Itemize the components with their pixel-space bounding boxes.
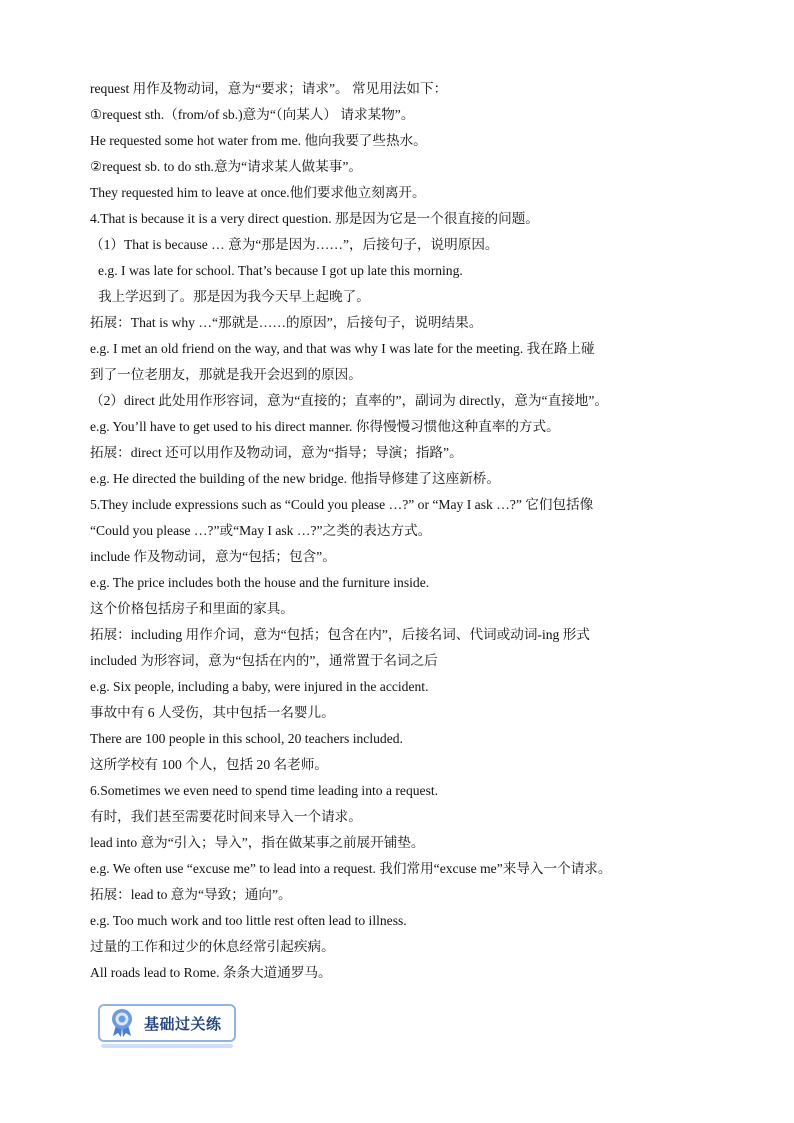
text-line: ②request sb. to do sth.意为“请求某人做某事”。 <box>90 159 362 174</box>
example-line: e.g. I was late for school. That’s because I got up late this morning. <box>98 263 463 278</box>
badge-label: 基础过关练 <box>144 1015 222 1033</box>
example-line: e.g. Six people, including a baby, were injured in the accident. <box>90 679 429 694</box>
text-line: （2）direct 此处用作形容词，意为“直接的；直率的”，副词为 directly，意为“直接地”。 <box>90 393 609 408</box>
translation-line: 这所学校有 100 个人，包括 20 名老师。 <box>90 757 328 772</box>
example-line: All roads lead to Rome. 条条大道通罗马。 <box>90 965 332 980</box>
translation-line: 有时，我们甚至需要花时间来导入一个请求。 <box>90 809 362 824</box>
section-badge <box>98 998 238 1052</box>
text-line: He requested some hot water from me. 他向我要了些热水。 <box>90 133 427 148</box>
section-heading: 6.Sometimes we even need to spend time leading into a request. <box>90 783 439 798</box>
example-line: e.g. Too much work and too little rest often lead to illness. <box>90 913 407 928</box>
text-line: request 用作及物动词，意为“要求；请求”。 常见用法如下： <box>90 81 448 96</box>
translation-line: 这个价格包括房子和里面的家具。 <box>90 601 294 616</box>
section-heading: 4.That is because it is a very direct question. 那是因为它是一个很直接的问题。 <box>90 211 539 226</box>
text-line: （1）That is because … 意为“那是因为……”，后接句子，说明原因。 <box>90 237 499 252</box>
example-line: e.g. We often use “excuse me” to lead into a request. 我们常用“excuse me”来导入一个请求。 <box>90 861 612 876</box>
translation-line: 过量的工作和过少的休息经常引起疾病。 <box>90 939 335 954</box>
example-line: There are 100 people in this school, 20 teachers included. <box>90 731 403 746</box>
badge-underline <box>101 1044 233 1048</box>
medal-icon <box>108 1008 136 1038</box>
example-line: e.g. I met an old friend on the way, and that was why I was late for the meeting. 我在路上碰 <box>90 341 595 356</box>
text-line: 拓展：That is why …“那就是……的原因”，后接句子，说明结果。 <box>90 315 483 330</box>
section-heading: 5.They include expressions such as “Could you please …?” or “May I ask …?” 它们包括像 <box>90 497 594 512</box>
document-body <box>90 76 710 986</box>
translation-line: 我上学迟到了。那是因为我今天早上起晚了。 <box>98 289 370 304</box>
translation-line: 到了一位老朋友，那就是我开会迟到的原因。 <box>90 367 362 382</box>
text-line: ①request sth.（from/of sb.)意为“（向某人） 请求某物”。 <box>90 107 415 122</box>
text-line: 拓展：including 用作介词，意为“包括；包含在内”，后接名词、代词或动词-ing 形式 <box>90 627 590 642</box>
text-line: 拓展：lead to 意为“导致；通向”。 <box>90 887 292 902</box>
example-line: e.g. The price includes both the house and the furniture inside. <box>90 575 430 590</box>
text-line: include 作及物动词，意为“包括；包含”。 <box>90 549 336 564</box>
text-line: They requested him to leave at once.他们要求他立刻离开。 <box>90 185 426 200</box>
example-line: e.g. You’ll have to get used to his direct manner. 你得慢慢习惯他这种直率的方式。 <box>90 419 560 434</box>
text-line: included 为形容词，意为“包括在内的”，通常置于名词之后 <box>90 653 438 668</box>
text-line: lead into 意为“引入；导入”，指在做某事之前展开铺垫。 <box>90 835 425 850</box>
text-line: “Could you please …?”或“May I ask …?”之类的表达方式。 <box>90 523 432 538</box>
example-line: e.g. He directed the building of the new bridge. 他指导修建了这座新桥。 <box>90 471 500 486</box>
translation-line: 事故中有 6 人受伤，其中包括一名婴儿。 <box>90 705 335 720</box>
text-line: 拓展：direct 还可以用作及物动词，意为“指导；导演；指路”。 <box>90 445 463 460</box>
